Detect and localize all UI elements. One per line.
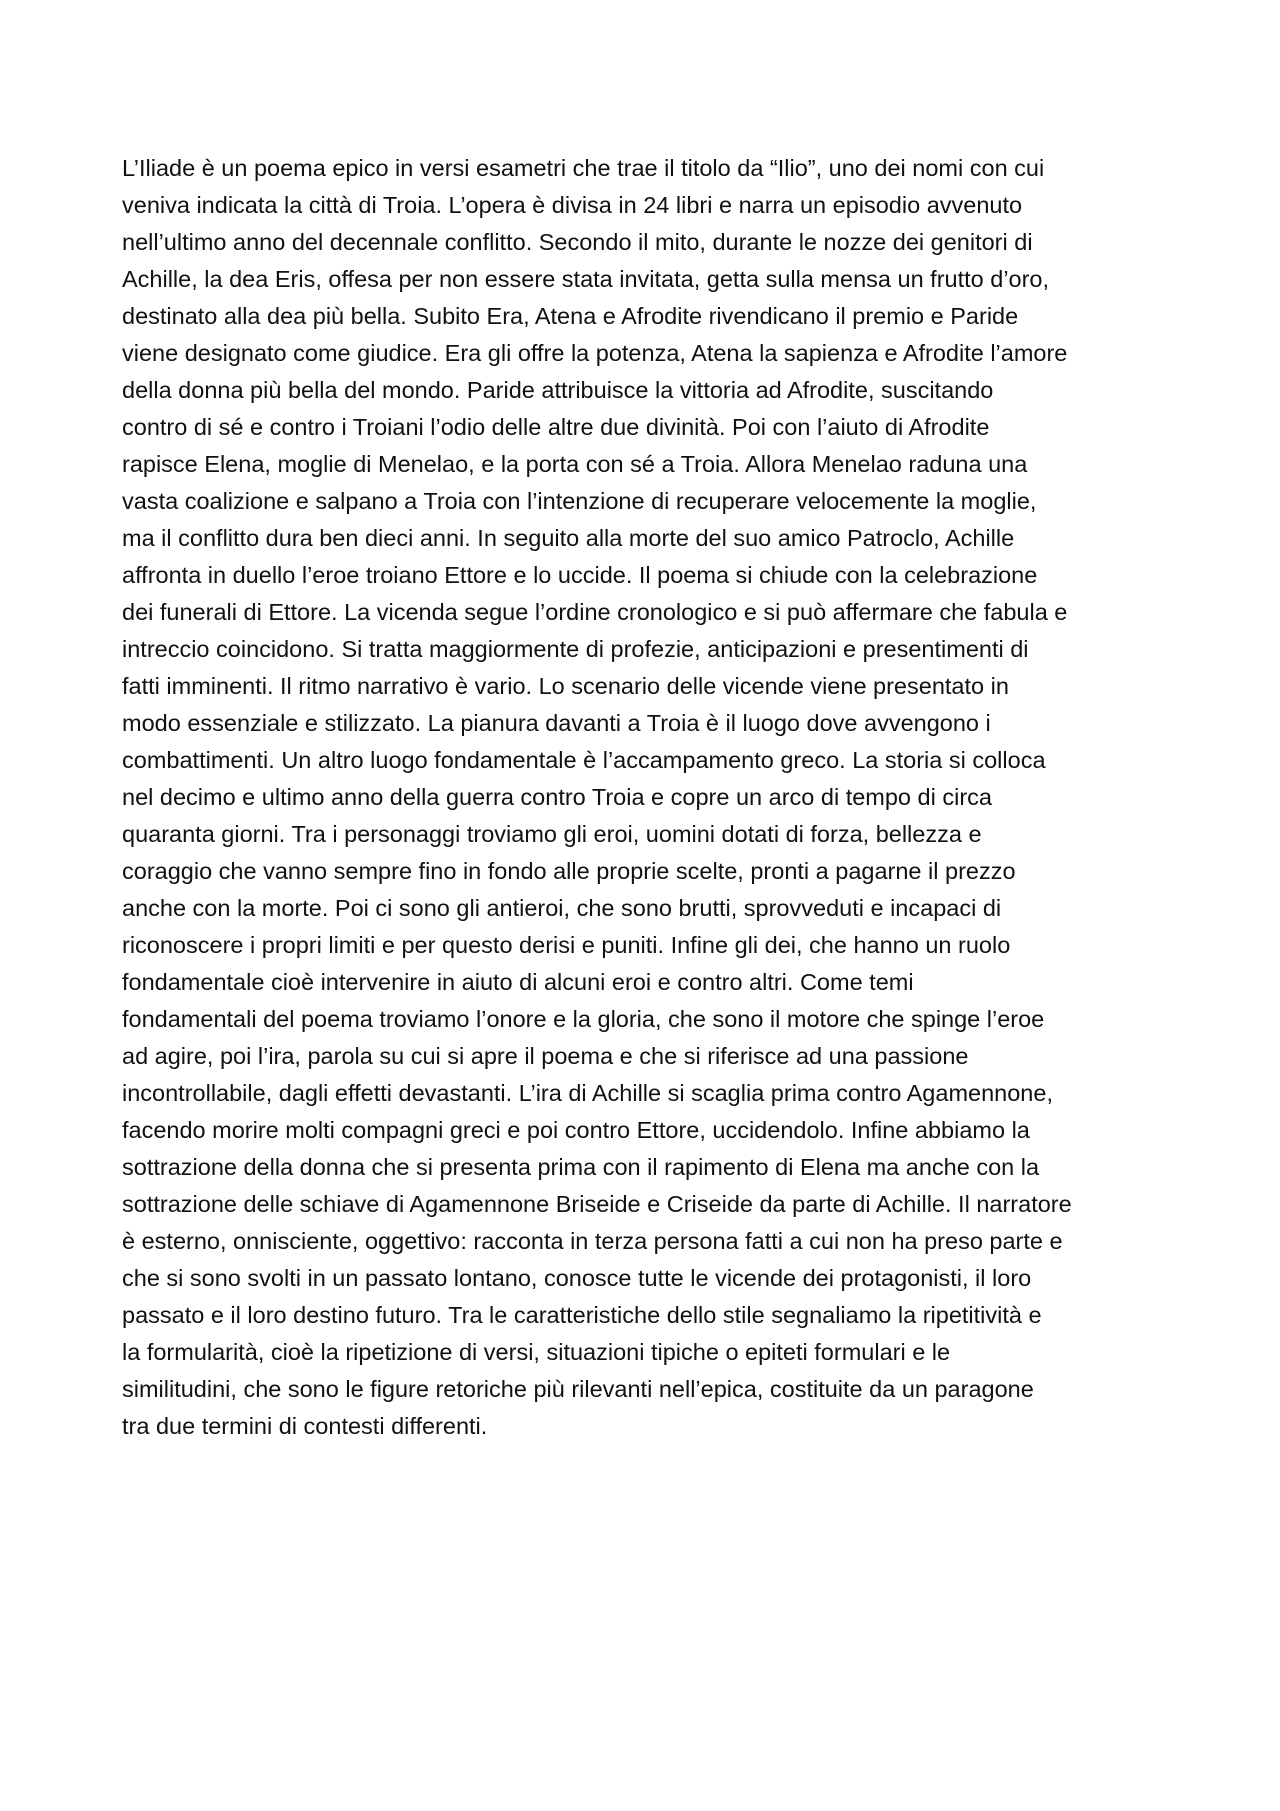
text-line: vasta coalizione e salpano a Troia con l’intenzione di recuperare velocemente la moglie, [122,488,1037,514]
text-line: ad agire, poi l’ira, parola su cui si apre il poema e che si riferisce ad una passione [122,1043,969,1069]
text-line: dei funerali di Ettore. La vicenda segue l’ordine cronologico e si può affermare che fabula e [122,599,1068,625]
text-line: viene designato come giudice. Era gli offre la potenza, Atena la sapienza e Afrodite l’amore [122,340,1068,366]
text-line: tra due termini di contesti differenti. [122,1413,488,1439]
text-line: destinato alla dea più bella. Subito Era, Atena e Afrodite rivendicano il premio e Paride [122,303,1019,329]
text-line: passato e il loro destino futuro. Tra le caratteristiche dello stile segnaliamo la ripetitività e [122,1302,1042,1328]
text-line: modo essenziale e stilizzato. La pianura davanti a Troia è il luogo dove avvengono i [122,710,991,736]
text-line: combattimenti. Un altro luogo fondamentale è l’accampamento greco. La storia si colloca [122,747,1046,773]
text-line: riconoscere i propri limiti e per questo derisi e puniti. Infine gli dei, che hanno un ruolo [122,932,1011,958]
text-line: quaranta giorni. Tra i personaggi troviamo gli eroi, uomini dotati di forza, bellezza e [122,821,982,847]
text-line: Achille, la dea Eris, offesa per non essere stata invitata, getta sulla mensa un frutto d’oro, [122,266,1050,292]
text-line: la formularità, cioè la ripetizione di versi, situazioni tipiche o epiteti formulari e le [122,1339,951,1365]
text-line: ma il conflitto dura ben dieci anni. In seguito alla morte del suo amico Patroclo, Achille [122,525,1015,551]
text-line: anche con la morte. Poi ci sono gli antieroi, che sono brutti, sprovveduti e incapaci di [122,895,1002,921]
text-line: L’Iliade è un poema epico in versi esametri che trae il titolo da “Ilio”, uno dei nomi con cui [122,155,1045,181]
text-line: contro di sé e contro i Troiani l’odio delle altre due divinità. Poi con l’aiuto di Afrodite [122,414,990,440]
text-line: che si sono svolti in un passato lontano, conosce tutte le vicende dei protagonisti, il loro [122,1265,1032,1291]
text-line: sottrazione delle schiave di Agamennone Briseide e Criseide da parte di Achille. Il narratore [122,1191,1072,1217]
text-line: intreccio coincidono. Si tratta maggiormente di profezie, anticipazioni e presentimenti di [122,636,1029,662]
text-line: similitudini, che sono le figure retoriche più rilevanti nell’epica, costituite da un paragone [122,1376,1034,1402]
text-line: fatti imminenti. Il ritmo narrativo è vario. Lo scenario delle vicende viene presentato in [122,673,1009,699]
body-paragraph [122,150,1172,1445]
text-line: fondamentale cioè intervenire in aiuto di alcuni eroi e contro altri. Come temi [122,969,914,995]
text-line: nel decimo e ultimo anno della guerra contro Troia e copre un arco di tempo di circa [122,784,992,810]
text-line: nell’ultimo anno del decennale conflitto. Secondo il mito, durante le nozze dei genitori di [122,229,1033,255]
text-line: veniva indicata la città di Troia. L’opera è divisa in 24 libri e narra un episodio avvenuto [122,192,1023,218]
text-line: della donna più bella del mondo. Paride attribuisce la vittoria ad Afrodite, suscitando [122,377,994,403]
text-line: rapisce Elena, moglie di Menelao, e la porta con sé a Troia. Allora Menelao raduna una [122,451,1028,477]
text-line: fondamentali del poema troviamo l’onore e la gloria, che sono il motore che spinge l’eroe [122,1006,1045,1032]
text-line: coraggio che vanno sempre fino in fondo alle proprie scelte, pronti a pagarne il prezzo [122,858,1016,884]
text-line: affronta in duello l’eroe troiano Ettore e lo uccide. Il poema si chiude con la celebrazione [122,562,1038,588]
text-line: incontrollabile, dagli effetti devastanti. L’ira di Achille si scaglia prima contro Agamennone, [122,1080,1053,1106]
text-line: sottrazione della donna che si presenta prima con il rapimento di Elena ma anche con la [122,1154,1040,1180]
text-line: è esterno, onnisciente, oggettivo: racconta in terza persona fatti a cui non ha preso parte e [122,1228,1063,1254]
text-line: facendo morire molti compagni greci e poi contro Ettore, uccidendolo. Infine abbiamo la [122,1117,1030,1143]
